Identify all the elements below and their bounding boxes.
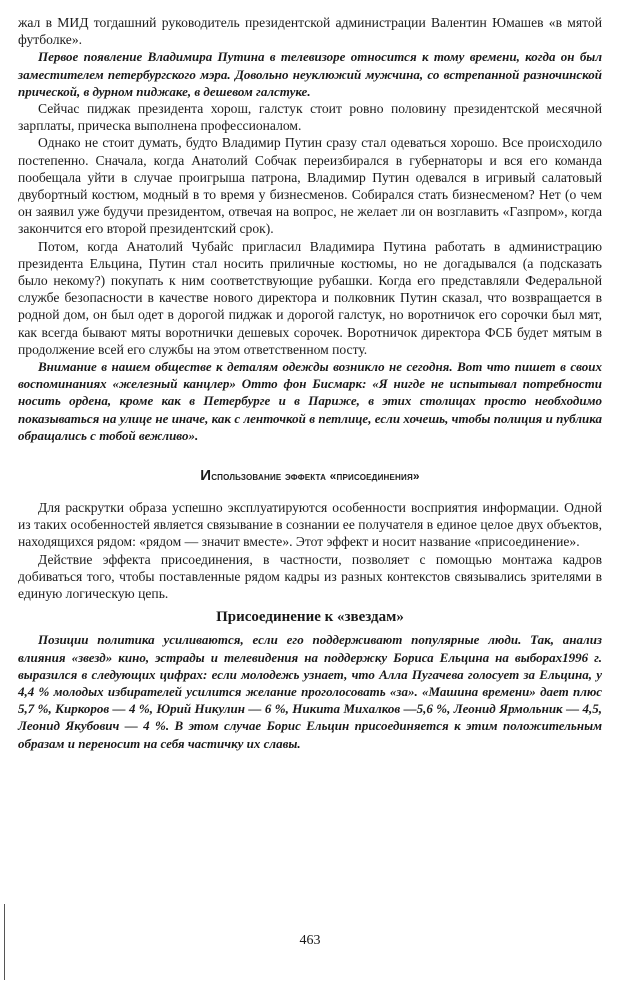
paragraph-chubais: Потом, когда Анатолий Чубайс пригласил Владимира Путина работать в администрацию президента Ельцина, Путин стал носить приличные костюмы, но не догадывался (а подсказать было некому?) покупать к ним соответствующие рубашки. Когда его представляли Федеральной службе безопасности в качестве нового директора и полковник Путин сказал, что возвращается в родной дом, он был одет в дорогой пиджак и дорогой галстук, но воротничок его сорочки был мят, как всегда бывают мяты воротнички дешевых сорочек. Воротничок директора ФСБ будет мятым в продолжение всей его службы на этом ответственном посту.	[18, 238, 602, 357]
section-heading-initial: И	[200, 467, 212, 485]
paragraph-gradual-change: Однако не стоит думать, будто Владимир Путин сразу стал одеваться хорошо. Все происходило постепенно. Сначала, когда Анатолий Собчак переизбирался в губернаторы и вся его команда пообещала уйти в случае проигрыша патрона, Владимир Путин одевался в игривый салатовый двубортный костюм, модный в то время у бизнесменов. Собирался стать бизнесменом? Нет (о чем он заявил уже будучи президентом, отвечая на вопрос, не желает ли он возглавить «Газпром», когда закончится его второй президентский срок).	[18, 135, 602, 237]
paragraph-italic-bismarck: Внимание в нашем обществе к деталям одежды возникло не сегодня. Вот что пишет в своих воспоминаниях «железный канцлер» Отто фон Бисмарк: «Я нигде не испытывал потребности носить ордена, кроме как в Петербурге и в Париже, в этих столицах просто необходимо показываться на улице не иначе, как с ленточкой в петлице, если хочешь, чтобы полиция и публика обращались с тобой вежливо».	[18, 359, 602, 443]
page-text-body	[18, 14, 602, 752]
section-heading	[18, 467, 602, 484]
margin-rule	[4, 904, 5, 980]
paragraph-perception: Для раскрутки образа успешно эксплуатируются особенности восприятия информации. Одной из таких особенностей является связывание в сознании ее получателя в единое целое двух объектов, находящихся рядом: «рядом — значит вместе». Этот эффект и носит название «присоединение».	[18, 500, 602, 550]
paragraph-montage: Действие эффекта присоединения, в частности, позволяет с помощью монтажа кадров добиваться того, чтобы поставленные рядом кадры из разных контекстов связывались зрителями в единую логическую цепь.	[18, 551, 602, 602]
paragraph-italic-putin-tv: Первое появление Владимира Путина в телевизоре относится к тому времени, когда он был заместителем петербургского мэра. Довольно неуклюжий мужчина, со встрепанной разночинской прической, в дурном пиджаке, в дешевом галстуке.	[18, 49, 602, 99]
page-number: 463	[299, 933, 321, 948]
section-heading-rest: спользование эффекта «присоединения»	[211, 469, 420, 484]
paragraph-jacket-now: Сейчас пиджак президента хорош, галстук стоит ровно половину президентской месячной зарплаты, прическа выполнена профессионалом.	[18, 101, 602, 134]
paragraph-continuation: жал в МИД тогдашний руководитель президентской администрации Валентин Юмашев «в мятой футболке».	[18, 15, 602, 48]
subsection-heading: Присоединение к «звездам»	[216, 609, 404, 626]
paragraph-italic-stars: Позиции политика усиливаются, если его поддерживают популярные люди. Так, анализ влияния «звезд» кино, эстрады и телевидения на поддержку Бориса Ельцина на выборах1996 г. выразился в следующих цифрах: если молодежь узнает, что Алла Пугачева голосует за Ельцина, у 4,4 % молодых избирателей усилится желание проголосовать «за». «Машина времени» дает плюс 5,7 %, Киркоров — 4 %, Юрий Никулин — 6 %, Никита Михалков —5,6 %, Леонид Ярмольник — 4,5, Леонид Якубович — 4 %. В этом случае Борис Ельцин присоединяется к этим положительным образам и переносит на себя частичку их славы.	[18, 632, 602, 751]
